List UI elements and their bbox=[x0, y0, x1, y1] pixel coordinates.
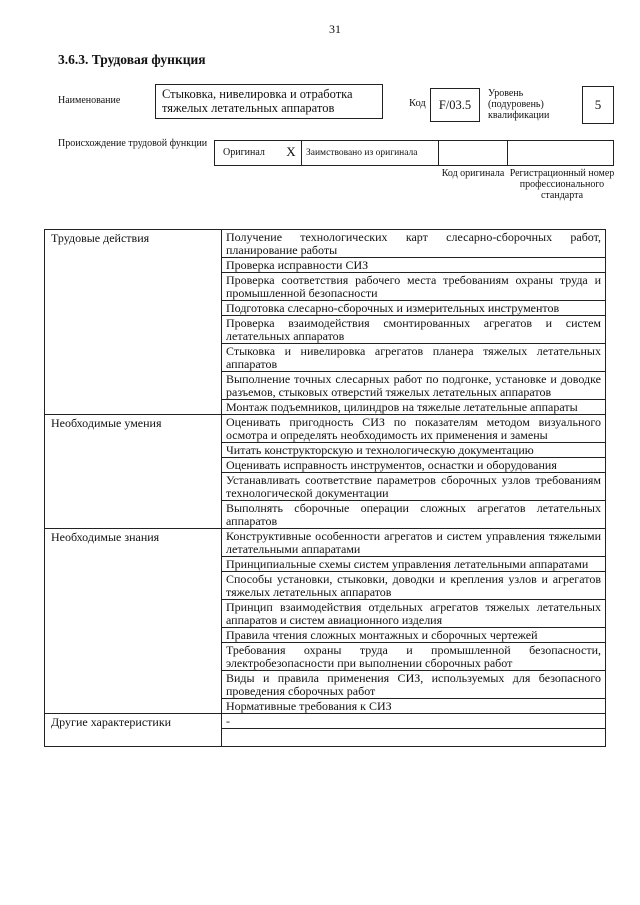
other-characteristics-label: Другие характеристики bbox=[45, 714, 222, 747]
labor-action-item: Проверка соответствия рабочего места требованиям охраны труда и промышленной безопасности bbox=[222, 273, 606, 301]
origin-label: Происхождение трудовой функции bbox=[58, 138, 208, 149]
labor-action-item: Проверка взаимодействия смонтированных агрегатов и систем летательных аппаратов bbox=[222, 316, 606, 344]
skill-item: Оценивать исправность инструментов, оснастки и оборудования bbox=[222, 458, 606, 473]
knowledge-item: Виды и правила применения СИЗ, используемых для безопасного проведения сборочных работ bbox=[222, 671, 606, 699]
code-original-label: Код оригинала bbox=[441, 168, 505, 179]
skill-item: Устанавливать соответствие параметров сборочных узлов требованиям технологической документации bbox=[222, 473, 606, 501]
labor-action-item: Монтаж подъемников, цилиндров на тяжелые летательные аппараты bbox=[222, 400, 606, 415]
reg-number-label: Регистрационный номер профессионального стандарта bbox=[509, 168, 615, 201]
labor-action-item: Выполнение точных слесарных работ по подгонке, установке и доводке разъемов, стыковых отверстий тяжелых летательных аппаратов bbox=[222, 372, 606, 400]
origin-code-cell bbox=[438, 140, 508, 166]
page-number: 31 bbox=[329, 22, 341, 36]
origin-borrowed-cell: Заимствовано из оригинала bbox=[301, 140, 439, 166]
knowledge-item: Нормативные требования к СИЗ bbox=[222, 699, 606, 714]
knowledge-item: Принцип взаимодействия отдельных агрегатов тяжелых летательных аппаратов и систем авиационного изделия bbox=[222, 600, 606, 628]
skills-label: Необходимые умения bbox=[45, 415, 222, 529]
origin-original-cell: Оригинал bbox=[214, 140, 302, 166]
labor-action-item: Подготовка слесарно-сборочных и измерительных инструментов bbox=[222, 301, 606, 316]
qualification-level-label: Уровень (подуровень) квалификации bbox=[488, 88, 550, 121]
knowledge-item: Способы установки, стыковки, доводки и крепления узлов и агрегатов тяжелых летательных аппаратов bbox=[222, 572, 606, 600]
skill-item: Выполнять сборочные операции сложных агрегатов летательных аппаратов bbox=[222, 501, 606, 529]
function-code-field: F/03.5 bbox=[430, 88, 480, 122]
function-name-field: Стыковка, нивелировка и отработка тяжелых летательных аппаратов bbox=[155, 84, 383, 119]
qualification-level-field: 5 bbox=[582, 86, 614, 124]
knowledge-item: Принципиальные схемы систем управления летательными аппаратами bbox=[222, 557, 606, 572]
function-table bbox=[44, 229, 606, 747]
section-title: 3.6.3. Трудовая функция bbox=[58, 52, 206, 67]
labor-actions-label: Трудовые действия bbox=[45, 230, 222, 415]
labor-action-item: Проверка исправности СИЗ bbox=[222, 258, 606, 273]
knowledge-item: Конструктивные особенности агрегатов и систем управления тяжелыми летательными аппаратами bbox=[222, 529, 606, 557]
skill-item: Читать конструкторскую и технологическую документацию bbox=[222, 443, 606, 458]
origin-original-mark: X bbox=[286, 144, 296, 159]
labor-action-item: Стыковка и нивелировка агрегатов планера тяжелых летательных аппаратов bbox=[222, 344, 606, 372]
origin-row bbox=[214, 140, 614, 166]
skill-item: Оценивать пригодность СИЗ по показателям методом визуального осмотра и определять необходимость их применения и замены bbox=[222, 415, 606, 443]
blank-row bbox=[222, 729, 606, 747]
code-label: Код bbox=[409, 98, 426, 109]
knowledge-item: Требования охраны труда и промышленной безопасности, электробезопасности при выполнении сборочных работ bbox=[222, 643, 606, 671]
name-label: Наименование bbox=[58, 95, 121, 106]
origin-reg-number-cell bbox=[507, 140, 614, 166]
knowledge-label: Необходимые знания bbox=[45, 529, 222, 714]
knowledge-item: Правила чтения сложных монтажных и сборочных чертежей bbox=[222, 628, 606, 643]
other-characteristics-value: - bbox=[222, 714, 606, 729]
labor-action-item: Получение технологических карт слесарно-сборочных работ, планирование работы bbox=[222, 230, 606, 258]
